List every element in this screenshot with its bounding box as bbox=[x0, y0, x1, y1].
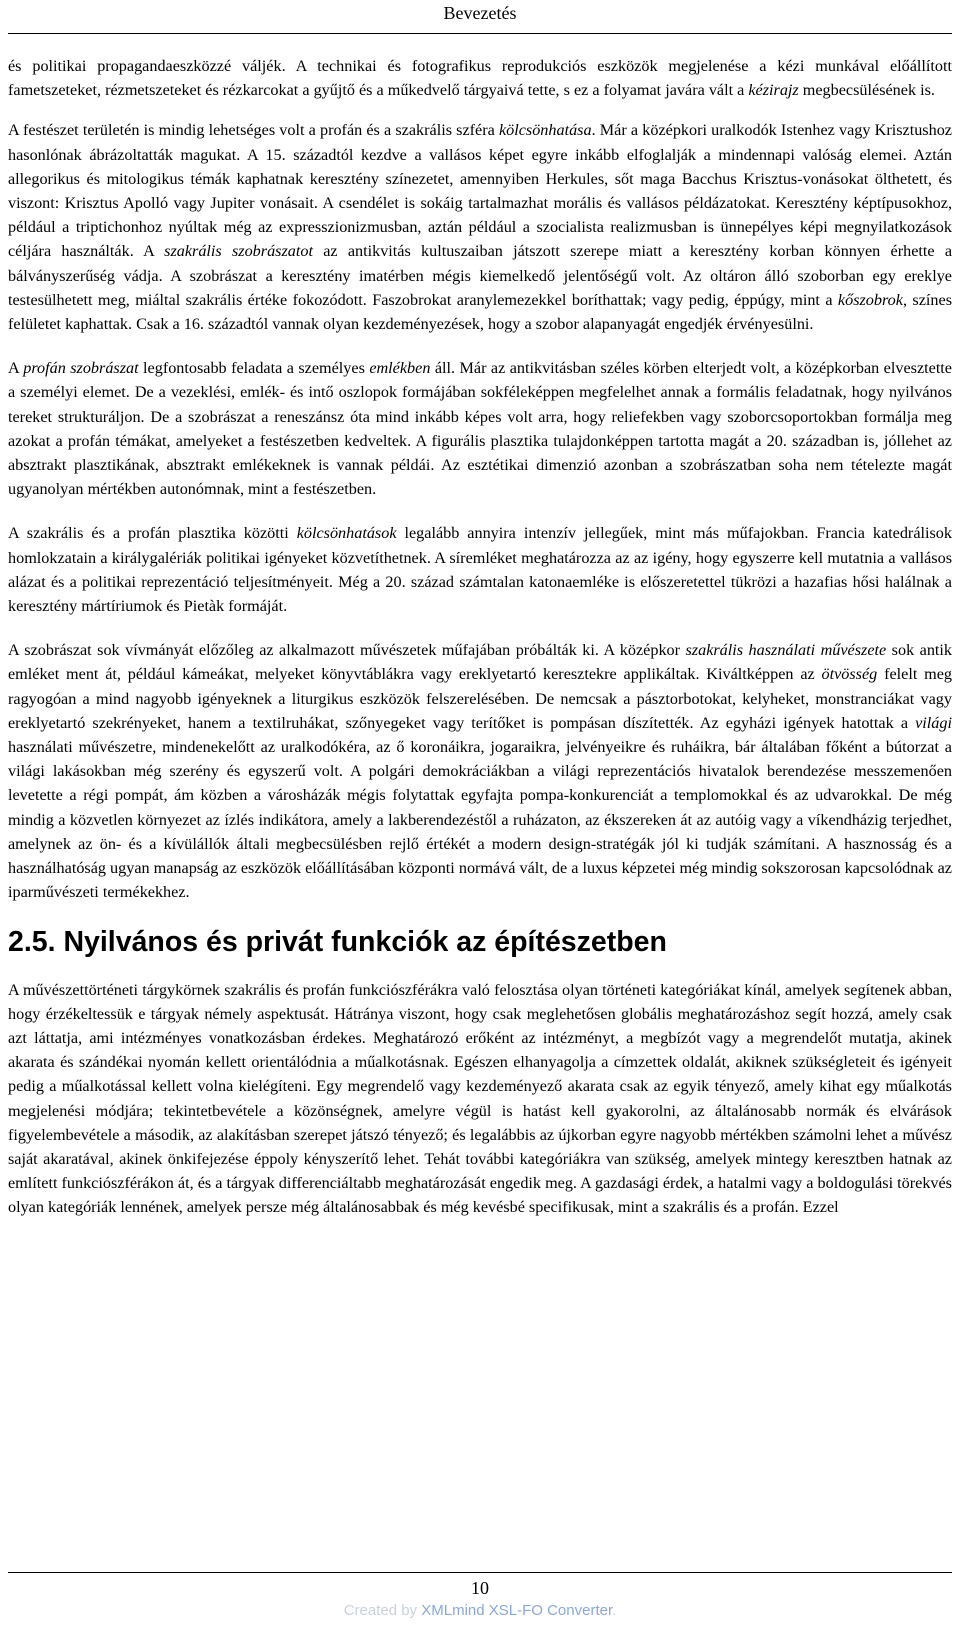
text-run: az antikvitás kultuszaiban játszott szerepe miatt a keresztény korban könnyen érhette a bálványszerűség vádja. A szobrászat a keresztény imatérben mégis kiemelkedő jelentőségű volt. Az oltáron álló szoborban egy ereklye testesülhetett meg, miáltal szakrális értéke fokozódott. Faszobrokat aranylemezekkel boríthattak; vagy pedig, éppúgy, mint a bbox=[8, 242, 952, 309]
text-run: felelt meg ragyogóan a mind nagyobb igényeknek a liturgikus eszközök felszerelésében. De nemcsak a pásztorbotokat, kelyheket, monstranciákat vagy ereklyetartó szekrényeket, hanem a textilruhákat, szőnyegeket vagy terítőket is pompásan díszítették. Az egyházi igények hatottak a bbox=[8, 665, 953, 732]
text-run: áll. Már az antikvitásban széles körben elterjedt volt, a középkorban elvesztette a személyi elemet. De a vezeklési, emlék- és intő oszlopok formájában sokféleképpen megfelelhet annak a formális feladatnak, hogy nyilvános tereket strukturáljon. De a szobrászat a reneszánsz óta mind inkább képes volt arra, hogy reliefekben vagy szoborcsoportokban formálja meg azokat a profán témákat, amelyeket a festészetben kedveltek. A figurális plasztika tulajdonképpen tartotta magát a 20. században is, jóllehet az absztrakt plasztikának, absztrakt emlékeknek is vannak példái. Az esztétikai dimenzió azonban a szobrászatban soha nem tételezte magát ugyanolyan mértékben autonómnak, mint a festészetben. bbox=[8, 359, 952, 499]
footer-rule bbox=[8, 1572, 952, 1573]
text-run: és politikai propagandaeszközzé váljék. A technikai és fotografikus reprodukciós eszközök megjelenése a kézi munkával előállított fametszeteket, rézmetszeteket és rézkarcokat a gyűjtő és a műkedvelő tárgyaivá tette, s ez a folyamat javára vált a bbox=[8, 57, 952, 100]
created-by-watermark bbox=[0, 1601, 960, 1621]
italic-term: kölcsönhatások bbox=[296, 524, 397, 543]
paragraph-4 bbox=[8, 521, 952, 618]
text-run: A bbox=[8, 359, 24, 378]
italic-term: ötvösség bbox=[821, 665, 878, 684]
created-by-brand: XMLmind XSL-FO Converter bbox=[421, 1602, 613, 1619]
page-content bbox=[8, 54, 952, 1240]
text-run: sok antik emléket ment át, például kámeákat, melyeket könyvtáblákra vagy ereklyetartó keresztekre applikáltak. Kiváltképpen az bbox=[8, 641, 953, 684]
created-by-prefix: Created by bbox=[343, 1602, 422, 1619]
italic-term: szakrális használati művészete bbox=[685, 641, 887, 660]
text-run: megbecsülésének is. bbox=[798, 81, 935, 100]
italic-term: világi bbox=[915, 713, 952, 732]
section-heading: 2.5. Nyilvános és privát funkciók az építészetben bbox=[8, 925, 667, 958]
italic-term: kölcsönhatása bbox=[498, 121, 592, 140]
text-run: A festészet területén is mindig lehetséges volt a profán és a szakrális szféra bbox=[8, 121, 499, 140]
italic-term: emlékben bbox=[369, 359, 431, 378]
paragraph-5 bbox=[8, 638, 952, 904]
italic-term: kézirajz bbox=[748, 81, 799, 100]
text-run: . Már a középkori uralkodók Istenhez vagy Krisztushoz hasonlónak ábrázoltatták magukat. A 15. századtól kezdve a vallásos képet egyre inkább elfoglalják a mindennapi valóság elemei. Aztán allegorikus és mitologikus témák kaphatnak keresztény színezetet, amennyiben Herkules, sőt maga Bacchus Krisztus-vonásokat ölthetett, és viszont: Krisztus Apolló vagy Jupiter vonásait. A csendélet is sokáig tartalmazhat morális és vallásos példázatokat. Keresztény képtípusokhoz, például a triptichonhoz nyúltak még az expresszionizmusban, aztán például a szocialista realizmusban is ünnepélyes képi megnyilatkozások céljára használták. A bbox=[8, 121, 952, 261]
text-run: , színes felületet kaphattak. Csak a 16. századtól vannak olyan kezdeményezések, hogy a szobor alapanyagát engedjék érvényesülni. bbox=[8, 290, 952, 334]
paragraph-6: A művészettörténeti tárgykörnek szakrális és profán funkciószférákra való felosztása olyan történeti kategóriákat kínál, amelyek segítenek abban, hogy érzékeltessük e tárgyak némely aspektusát. Hátránya viszont, hogy csak meglehetősen globális meghatározáshoz segít hozzá, amely csak azt láttatja, ami intézményes vonatkozásban érdekes. Meghatározó erőként az intézményt, a megbízót vagy a megrendelőt mutatja, akinek akarata és szándékai nyomán kellett orientálódnia a műalkotásnak. Egészen elhanyagolja a címzettek oldalát, akiknek szükségleteit és igényeit pedig a műalkotással kellett volna kielégíteni. Egy megrendelő vagy kezdeményező akarata csak az egyik tényező, amely kihat egy műalkotás megjelenési módjára; tekintetbevétele a közönségnek, amelyre végül is hatást kell gyakorolni, az általánosabb normák és elvárások figyelembevétele a második, az alakításban szerepet játszó tényező; és legalábbis az újkorban egyre nagyobb mértékben számolni lehet a művész saját akaratával, akinek önkifejezése éppoly kényszerítő lehet. Tehát további kategóriákra van szükség, amelyek mintegy keresztben hatnak az említett funkciószférákon át, és a tárgyak differenciáltabb meghatározását engedik meg. A gazdasági érdek, a hatalmi vagy a boldogulási törekvés olyan kategóriák lennének, amelyek persze még általánosabbak és még kevésbé specifikusak, mint a szakrális és a profán. Ezzel bbox=[8, 980, 952, 1217]
text-run: legalább annyira intenzív jellegűek, mint más műfajokban. Francia katedrálisok homlokzatain a királygalériák politikai igényeket közvetíthetnek. A síremléket meghatározza az az igény, hogy egyszerre kell mutatnia a vallásos alázat és a politikai reprezentáció teljesítményeit. Még a 20. század számtalan katonaemléke is előszeretettel tükrözi a hazafias hősi halálnak a keresztény mártíriumok és Pietàk formáját. bbox=[8, 524, 952, 616]
italic-term: szakrális szobrászatot bbox=[164, 242, 313, 261]
italic-term: kőszobrok bbox=[837, 290, 903, 309]
header-rule bbox=[8, 33, 952, 34]
text-run: legfontosabb feladata a személyes bbox=[138, 359, 370, 378]
paragraph-2 bbox=[8, 118, 952, 336]
paragraph-3 bbox=[8, 356, 952, 501]
header-title: Bevezetés bbox=[443, 3, 517, 23]
text-run: A szakrális és a profán plasztika közötti bbox=[8, 524, 297, 543]
italic-term: profán szobrászat bbox=[23, 359, 139, 378]
text-run: használati művészetre, mindenekelőtt az uralkodókéra, az ő koronáikra, jogaraikra, jelvényeikre és ruháikra, bár általában főként a bútorzat a világi lakásokban még szerény és egyszerű volt. A polgári demokráciákban a világi reprezentációs hivatalok berendezése messzemenően levetette a régi pompát, ám közben a városházák mégis folytattak egyfajta pompa-konkurenciát a templomokkal és az udvarokkal. De még mindig a közvetlen környezet az ízlés indikátora, amely a lakberendezéstől a ruházaton, az ékszereken át az autóig vagy a víkendházig terjedhet, amelynek az ön- és a kívülállók általi megbecsülésben rejlő értékét a modern design-stratégák jól ki tudják számítani. A hasznosság és a használhatóság ugyan manapság az eszközök előállításában központi normává vált, de a luxus képzetei még mindig sokszorosan kapcsolódnak az iparművészeti termékekhez. bbox=[8, 738, 952, 902]
created-by-suffix: . bbox=[612, 1602, 617, 1619]
page-number: 10 bbox=[471, 1578, 489, 1598]
paragraph-1 bbox=[8, 54, 952, 102]
running-header bbox=[0, 0, 960, 34]
text-run: A szobrászat sok vívmányát előzőleg az alkalmazott művészetek műfajában próbálták ki. A középkor bbox=[8, 641, 686, 660]
